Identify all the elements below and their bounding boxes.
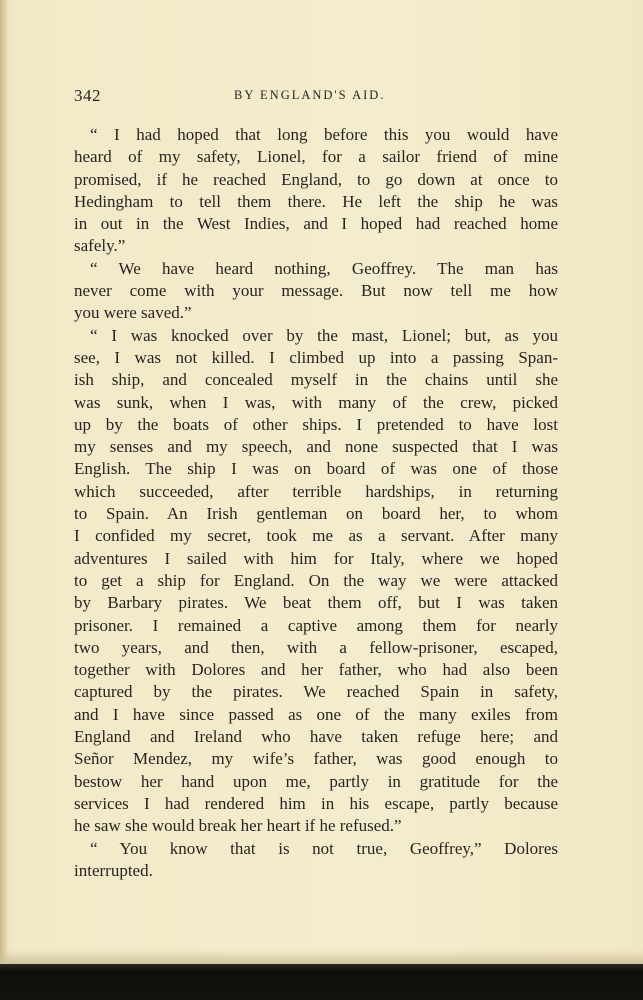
text-line: to get a ship for England. On the way we were attacked <box>74 570 558 590</box>
text-line: services I had rendered him in his escape, partly because <box>74 793 558 813</box>
text-line: ish ship, and concealed myself in the chains until she <box>74 370 558 390</box>
body-text <box>74 124 558 882</box>
text-line: by Barbary pirates. We beat them off, but I was taken <box>74 593 558 613</box>
text-line: interrupted. <box>74 860 153 880</box>
text-line: together with Dolores and her father, who had also been <box>74 660 558 680</box>
text-line: which succeeded, after terrible hardships, in returning <box>74 481 558 501</box>
spine-shadow <box>0 0 8 1000</box>
text-line: “ You know that is not true, Geoffrey,” Dolores <box>90 838 558 858</box>
text-line: safely.” <box>74 236 126 256</box>
text-line: and I have since passed as one of the many exiles from <box>74 704 558 724</box>
page-number: 342 <box>74 86 101 105</box>
text-line: bestow her hand upon me, partly in gratitude for the <box>74 771 558 791</box>
text-line: he saw she would break her heart if he refused.” <box>74 816 402 836</box>
text-line: Señor Mendez, my wife’s father, was good enough to <box>74 749 558 769</box>
text-line: “ We have heard nothing, Geoffrey. The man has <box>90 258 558 278</box>
text-line: two years, and then, with a fellow-prisoner, escaped, <box>74 637 558 657</box>
text-line: prisoner. I remained a captive among them for nearly <box>74 615 558 635</box>
text-line: adventures I sailed with him for Italy, where we hoped <box>74 548 558 568</box>
text-line: see, I was not killed. I climbed up into a passing Span- <box>74 347 558 367</box>
text-line: promised, if he reached England, to go down at once to <box>74 169 558 189</box>
text-line: up by the boats of other ships. I pretended to have lost <box>74 414 558 434</box>
text-line: “ I had hoped that long before this you would have <box>90 125 558 144</box>
text-line: to Spain. An Irish gentleman on board her, to whom <box>74 504 558 524</box>
running-head <box>74 86 558 108</box>
scan-bottom-band <box>0 964 643 1000</box>
running-title: BY ENGLAND'S AID. <box>234 88 386 102</box>
text-line: heard of my safety, Lionel, for a sailor friend of mine <box>74 147 558 167</box>
text-line: was sunk, when I was, with many of the crew, picked <box>74 392 558 412</box>
text-line: my senses and my speech, and none suspected that I was <box>74 437 558 457</box>
text-line: you were saved.” <box>74 303 192 323</box>
text-line: England and Ireland who have taken refuge here; and <box>74 727 558 747</box>
text-line: I confided my secret, took me as a servant. After many <box>74 526 558 546</box>
text-line: never come with your message. But now tell me how <box>74 281 558 301</box>
text-line: Hedingham to tell them there. He left the ship he was <box>74 191 558 211</box>
text-line: English. The ship I was on board of was one of those <box>74 459 558 479</box>
text-line: in out in the West Indies, and I hoped had reached home <box>74 214 558 234</box>
text-line: captured by the pirates. We reached Spain in safety, <box>74 682 558 702</box>
text-line: “ I was knocked over by the mast, Lionel; but, as you <box>90 325 558 345</box>
page-bottom-edge <box>0 950 643 964</box>
